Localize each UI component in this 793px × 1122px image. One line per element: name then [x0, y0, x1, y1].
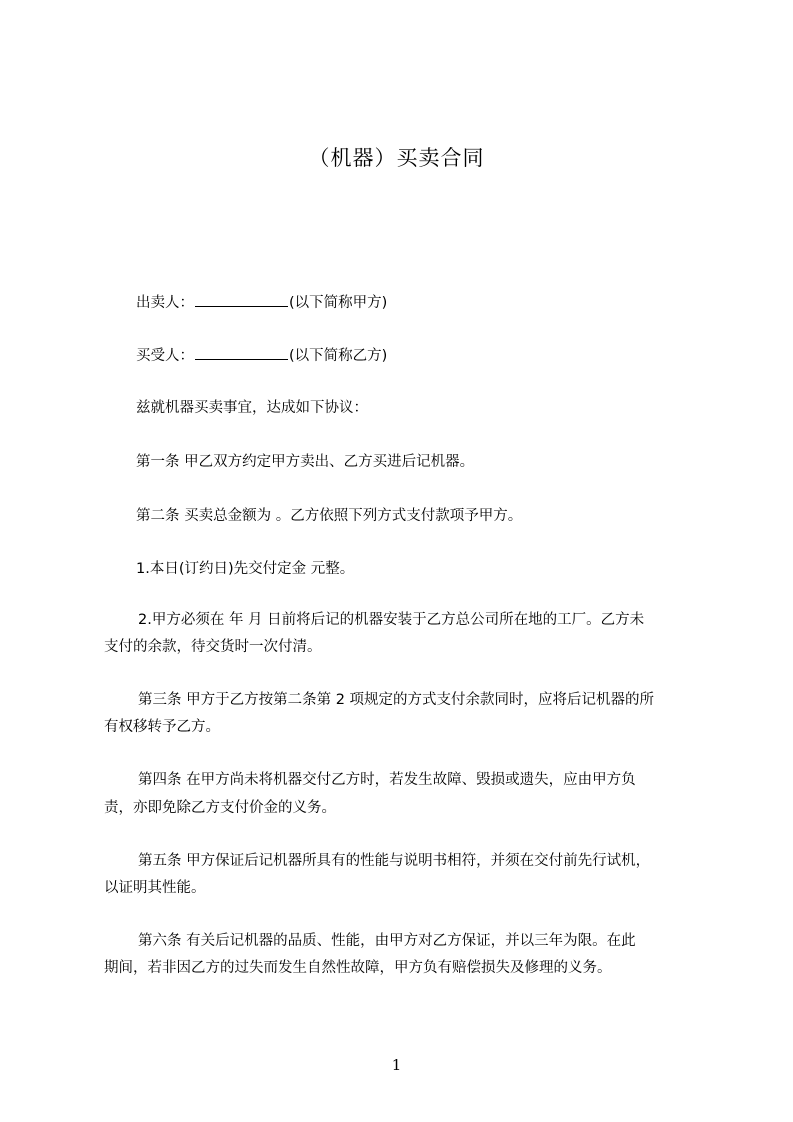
document-title: （机器）买卖合同 [308, 146, 485, 170]
item-1: 1.本日(订约日)先交付定金 元整。 [136, 561, 355, 577]
item-2-line-2: 支付的余款，待交货时一次付清。 [104, 639, 322, 655]
article-5-line-1: 第五条 甲方保证后记机器所具有的性能与说明书相符，并须在交付前先行试机， [138, 853, 651, 869]
article-6-line-1: 第六条 有关后记机器的品质、性能，由甲方对乙方保证，并以三年为限。在此 [138, 933, 636, 949]
article-2: 第二条 买卖总金额为 。乙方依照下列方式支付款项予甲方。 [136, 508, 523, 524]
buyer-label: 买受人： [136, 348, 194, 364]
buyer-note: (以下简称乙方) [289, 348, 388, 364]
article-4-line-1: 第四条 在甲方尚未将机器交付乙方时，若发生故障、毁损或遗失，应由甲方负 [138, 772, 636, 788]
article-3-line-2: 有权移转予乙方。 [104, 719, 220, 735]
article-5-line-2: 以证明其性能。 [104, 880, 206, 896]
article-4-line-2: 责，亦即免除乙方支付价金的义务。 [104, 800, 336, 816]
article-1: 第一条 甲乙双方约定甲方卖出、乙方买进后记机器。 [136, 454, 475, 470]
intro-paragraph: 兹就机器买卖事宜，达成如下协议： [136, 400, 368, 416]
buyer-line [136, 345, 387, 365]
article-3-line-1: 第三条 甲方于乙方按第二条第 2 项规定的方式支付余款同时，应将后记机器的所 [138, 692, 655, 708]
seller-label: 出卖人： [136, 295, 194, 311]
article-6-line-2: 期间，若非因乙方的过失而发生自然性故障，甲方负有赔偿损失及修理的义务。 [104, 960, 612, 976]
item-2-line-1: 2.甲方必须在 年 月 日前将后记的机器安装于乙方总公司所在地的工厂。乙方未 [138, 612, 645, 628]
seller-note: (以下简称甲方) [289, 295, 388, 311]
buyer-blank [195, 345, 288, 360]
page-number: 1 [391, 1056, 402, 1074]
seller-blank [195, 292, 288, 307]
seller-line [136, 292, 387, 312]
